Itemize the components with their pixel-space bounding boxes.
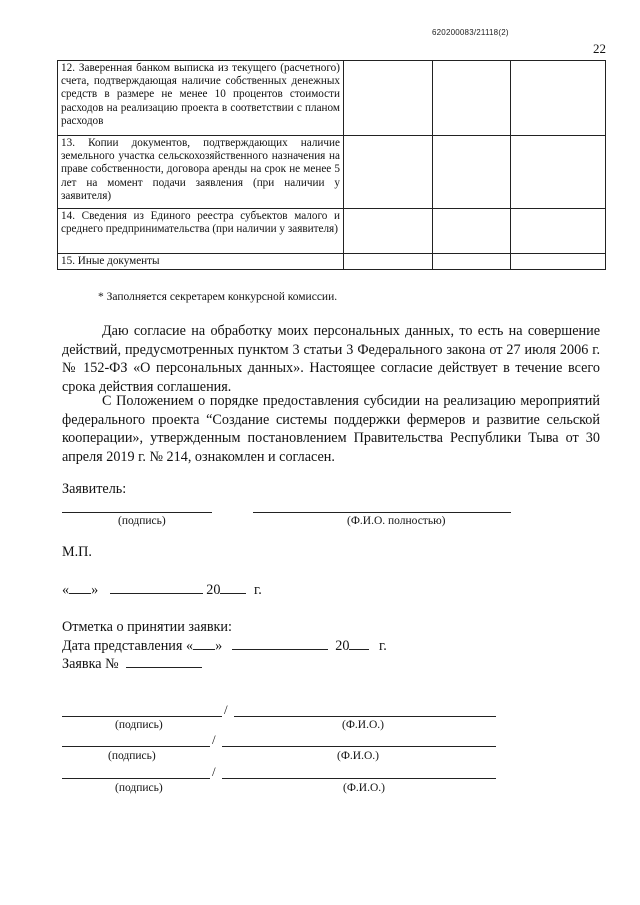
table-row xyxy=(58,254,606,270)
applicant-name-line[interactable] xyxy=(253,512,511,513)
table-cell xyxy=(433,136,511,209)
date-year-suffix: г. xyxy=(254,582,262,598)
table-row xyxy=(58,209,606,254)
table-cell-doc-12: 12. Заверенная банком выписка из текущего (расчетного) счета, подтверждающая наличие собственных денежных средств в размере не менее 10 процентов стоимости расходов на реализацию проекта в соответствии с планом расходов xyxy=(58,61,344,136)
table-cell xyxy=(433,209,511,254)
consent-paragraph: Даю согласие на обработку моих персональных данных, то есть на совершение действий, предусмотренных пунктом 3 статьи 3 Федерального закона от 27 июля 2006 г. № 152-ФЗ «О персональных данных». Настоящее согласие действует в течение всего срока действия соглашения. xyxy=(62,323,600,395)
signature-caption-2: (подпись) xyxy=(108,750,156,762)
submission-month-field[interactable] xyxy=(232,636,328,650)
applicant-label: Заявитель: xyxy=(62,481,127,497)
table-cell-doc-14: 14. Сведения из Единого реестра субъектов малого и среднего предпринимательства (при наличии у заявителя) xyxy=(58,209,344,254)
applicant-name-caption: (Ф.И.О. полностью) xyxy=(347,515,446,527)
table-cell xyxy=(344,209,433,254)
document-code: 620200083/21118(2) xyxy=(432,28,509,37)
footnote: * Заполняется секретарем конкурсной комиссии. xyxy=(98,291,338,303)
application-number-field[interactable] xyxy=(126,654,202,668)
date-year-field[interactable] xyxy=(220,580,246,594)
table-row xyxy=(58,136,606,209)
date-month-field[interactable] xyxy=(110,580,203,594)
signature-separator-3: / xyxy=(212,764,216,779)
date-line xyxy=(62,580,262,599)
applicant-signature-caption: (подпись) xyxy=(118,515,166,527)
date-close-quote: » xyxy=(91,582,99,598)
table-cell xyxy=(511,209,606,254)
acceptance-title: Отметка о принятии заявки: xyxy=(62,619,232,635)
date-open-quote: « xyxy=(62,582,70,598)
documents-table xyxy=(57,60,606,270)
name-caption-1: (Ф.И.О.) xyxy=(342,719,384,731)
name-line-2[interactable] xyxy=(222,746,496,747)
submission-day-field[interactable] xyxy=(193,636,215,650)
table-cell xyxy=(511,254,606,270)
application-number-label: Заявка № xyxy=(62,656,119,672)
regulation-paragraph: С Положением о порядке предоставления субсидии на реализацию мероприятий федерального проекта “Создание системы поддержки фермеров и развитие сельской кооперации», утвержденным постановлением Правительства Республики Тыва от 30 апреля 2019 г. № 214, ознакомлен и согласен. xyxy=(62,393,600,465)
table-cell xyxy=(511,61,606,136)
signature-separator-2: / xyxy=(212,732,216,747)
seal-label: М.П. xyxy=(62,544,92,560)
submission-year-field[interactable] xyxy=(349,636,369,650)
submission-date-line xyxy=(62,636,387,655)
table-cell-doc-13: 13. Копии документов, подтверждающих наличие земельного участка сельскохозяйственного назначения на праве собственности, договора аренды на срок не менее 5 лет на момент подачи заявления (при наличии у заявителя) xyxy=(58,136,344,209)
submission-year-suffix: г. xyxy=(378,638,387,654)
signature-line-3[interactable] xyxy=(62,778,210,779)
signature-separator-1: / xyxy=(224,702,228,717)
signature-caption-3: (подпись) xyxy=(115,782,163,794)
name-caption-2: (Ф.И.О.) xyxy=(337,750,379,762)
date-day-field[interactable] xyxy=(69,580,91,594)
name-line-3[interactable] xyxy=(222,778,496,779)
applicant-signature-line[interactable] xyxy=(62,512,212,513)
table-row xyxy=(58,61,606,136)
table-cell xyxy=(511,136,606,209)
name-line-1[interactable] xyxy=(234,716,496,717)
table-cell xyxy=(433,254,511,270)
table-cell xyxy=(433,61,511,136)
signature-line-2[interactable] xyxy=(62,746,210,747)
submission-year-prefix: 20 xyxy=(335,638,350,654)
table-cell xyxy=(344,254,433,270)
table-cell xyxy=(344,136,433,209)
date-year-prefix: 20 xyxy=(206,582,221,598)
application-number-line xyxy=(62,654,202,673)
name-caption-3: (Ф.И.О.) xyxy=(343,782,385,794)
signature-caption-1: (подпись) xyxy=(115,719,163,731)
page-number: 22 xyxy=(593,41,606,56)
table-cell-doc-15: 15. Иные документы xyxy=(58,254,344,270)
signature-line-1[interactable] xyxy=(62,716,222,717)
submission-date-label: Дата представления « xyxy=(62,638,194,654)
table-cell xyxy=(344,61,433,136)
submission-date-close: » xyxy=(215,638,223,654)
